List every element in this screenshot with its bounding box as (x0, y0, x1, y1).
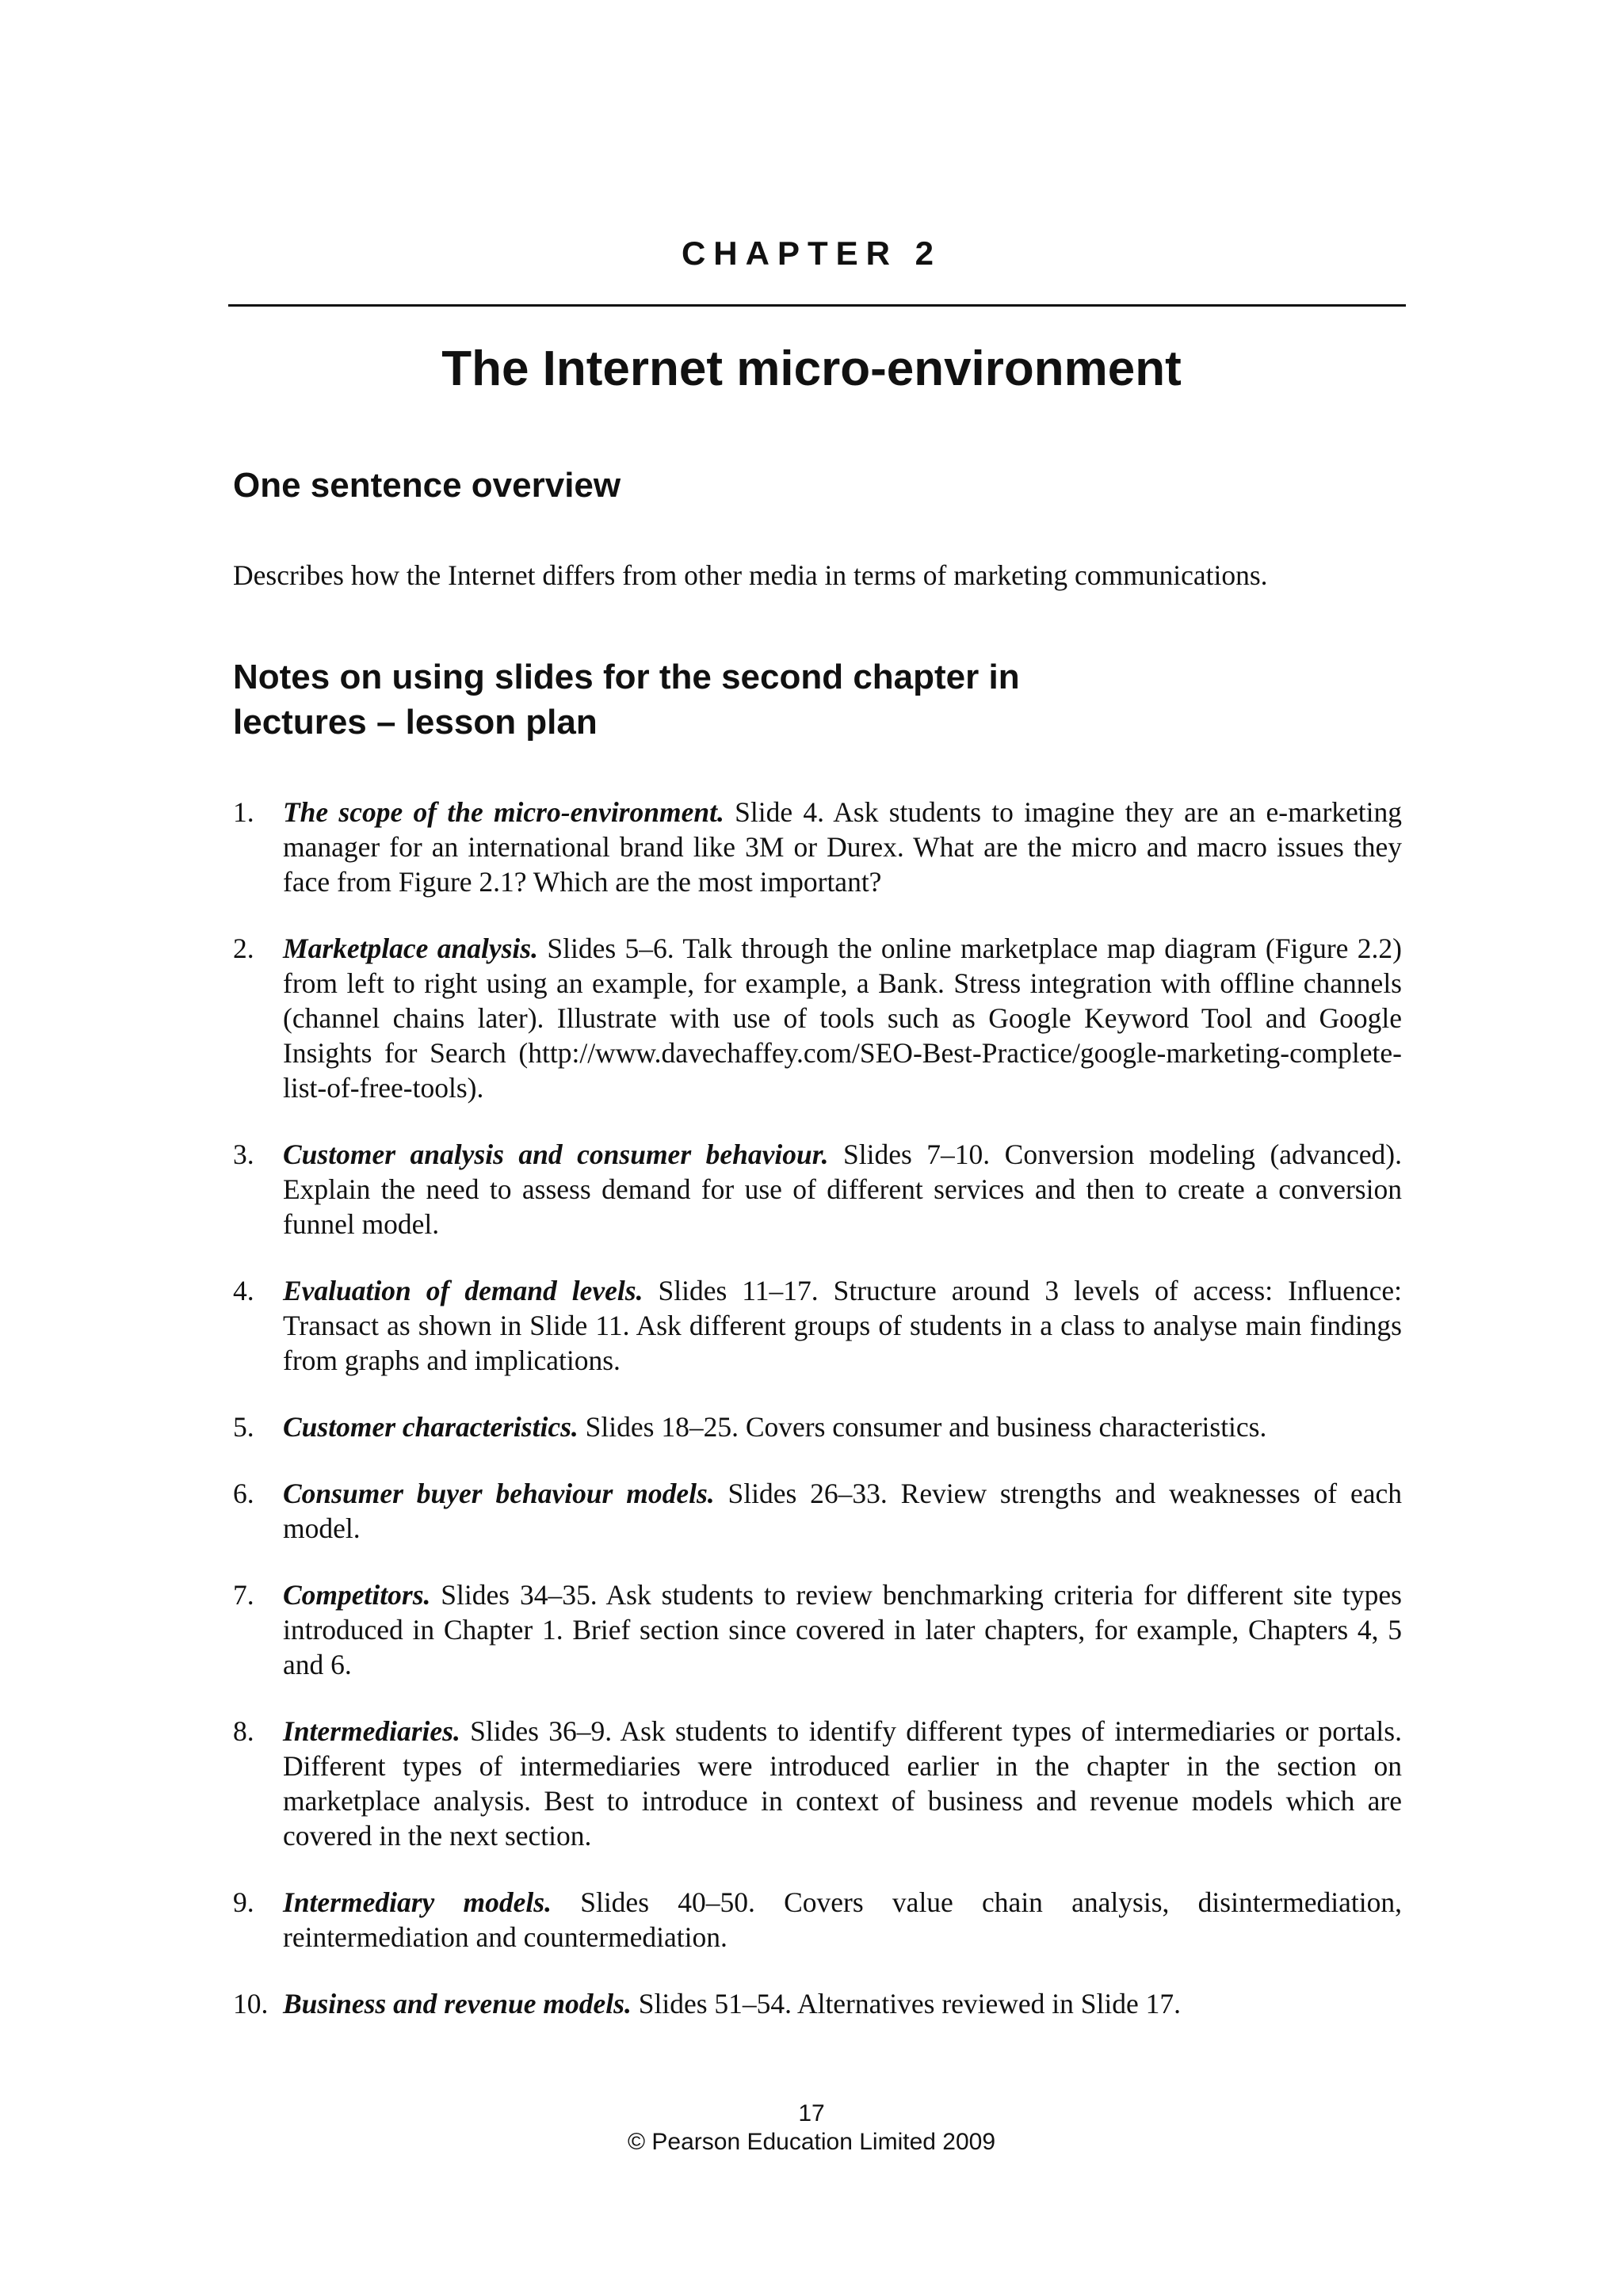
item-text: Slides 36–9. Ask students to identify different types of intermediaries or portals. Different types of intermediaries were introduced earlier in the chapter in the section on marketplace analysis. Best to introduce in context of business and revenue models which are covered in the next section. (283, 1715, 1402, 1852)
list-item (233, 795, 1402, 899)
item-title: Consumer buyer behaviour models. (283, 1478, 715, 1509)
item-text: Slides 40–50. Covers value chain analysis, disintermediation, reintermediation and countermediation. (283, 1886, 1402, 1953)
item-title: Competitors. (283, 1579, 431, 1611)
list-item (233, 1577, 1402, 1682)
item-title: Marketplace analysis. (283, 933, 538, 964)
item-number: 9. (233, 1886, 254, 1918)
item-title: Customer characteristics. (283, 1411, 579, 1443)
lesson-plan-heading (233, 654, 1263, 745)
page-title: The Internet micro-environment (441, 341, 1182, 396)
item-number: 8. (233, 1715, 254, 1747)
list-item (233, 1273, 1402, 1378)
list-item (233, 931, 1402, 1105)
item-title: Evaluation of demand levels. (283, 1275, 643, 1306)
item-title: Customer analysis and consumer behaviour. (283, 1138, 829, 1170)
item-number: 1. (233, 796, 254, 828)
lesson-plan-heading-line2: lectures – lesson plan (233, 703, 598, 742)
list-item (233, 1714, 1402, 1853)
item-text: Slide 4. Ask students to imagine they are an e-marketing manager for an international brand like 3M or Durex. What are the micro and macro issues they face from Figure 2.1? Which are the most important? (283, 796, 1402, 898)
item-number: 2. (233, 933, 254, 964)
lesson-plan-list (233, 795, 1402, 2053)
item-number: 5. (233, 1411, 254, 1443)
item-number: 10. (233, 1988, 269, 2019)
list-item (233, 1885, 1402, 1955)
chapter-label: CHAPTER 2 (681, 235, 942, 272)
list-item (233, 1986, 1402, 2021)
page-number: 17 (798, 2100, 825, 2126)
item-text: Slides 11–17. Structure around 3 levels of access: Influence: Transact as shown in Slide 11. Ask different groups of students in a class to analyse main findings from graphs and implications. (283, 1275, 1402, 1376)
list-item (233, 1476, 1402, 1546)
overview-heading: One sentence overview (233, 466, 621, 505)
item-text: Slides 5–6. Talk through the online marketplace map diagram (Figure 2.2) from left to right using an example, for example, a Bank. Stress integration with offline channels (channel chains later). Illustrate with use of tools such as Google Keyword Tool and Google Insights for Search (http://www.davechaffey.com/SEO-Best-Practice/google-marketing-complete-list-of-free-tools). (283, 933, 1403, 1104)
list-item (233, 1409, 1402, 1444)
item-text: Slides 7–10. Conversion modeling (advanced). Explain the need to assess demand for use of different services and then to create a conversion funnel model. (283, 1138, 1402, 1240)
list-item (233, 1137, 1402, 1241)
item-text: Slides 26–33. Review strengths and weaknesses of each model. (283, 1478, 1402, 1544)
item-text: Slides 34–35. Ask students to review benchmarking criteria for different site types introduced in Chapter 1. Brief section since covered in later chapters, for example, Chapters 4, 5 and 6. (283, 1579, 1402, 1680)
item-number: 3. (233, 1138, 254, 1170)
item-title: The scope of the micro-environment. (283, 796, 724, 828)
chapter-divider (228, 304, 1406, 307)
item-number: 4. (233, 1275, 254, 1306)
item-text: Slides 18–25. Covers consumer and business characteristics. (578, 1411, 1267, 1443)
lesson-plan-heading-line1: Notes on using slides for the second chapter in (233, 658, 1020, 696)
item-number: 7. (233, 1579, 254, 1611)
item-title: Intermediaries. (283, 1715, 460, 1747)
item-title: Business and revenue models. (283, 1988, 632, 2019)
item-text: Slides 51–54. Alternatives reviewed in Slide 17. (631, 1988, 1181, 2019)
copyright-notice: © Pearson Education Limited 2009 (627, 2129, 996, 2155)
item-number: 6. (233, 1478, 254, 1509)
item-title: Intermediary models. (283, 1886, 552, 1918)
overview-text: Describes how the Internet differs from other media in terms of marketing communications. (233, 559, 1268, 591)
